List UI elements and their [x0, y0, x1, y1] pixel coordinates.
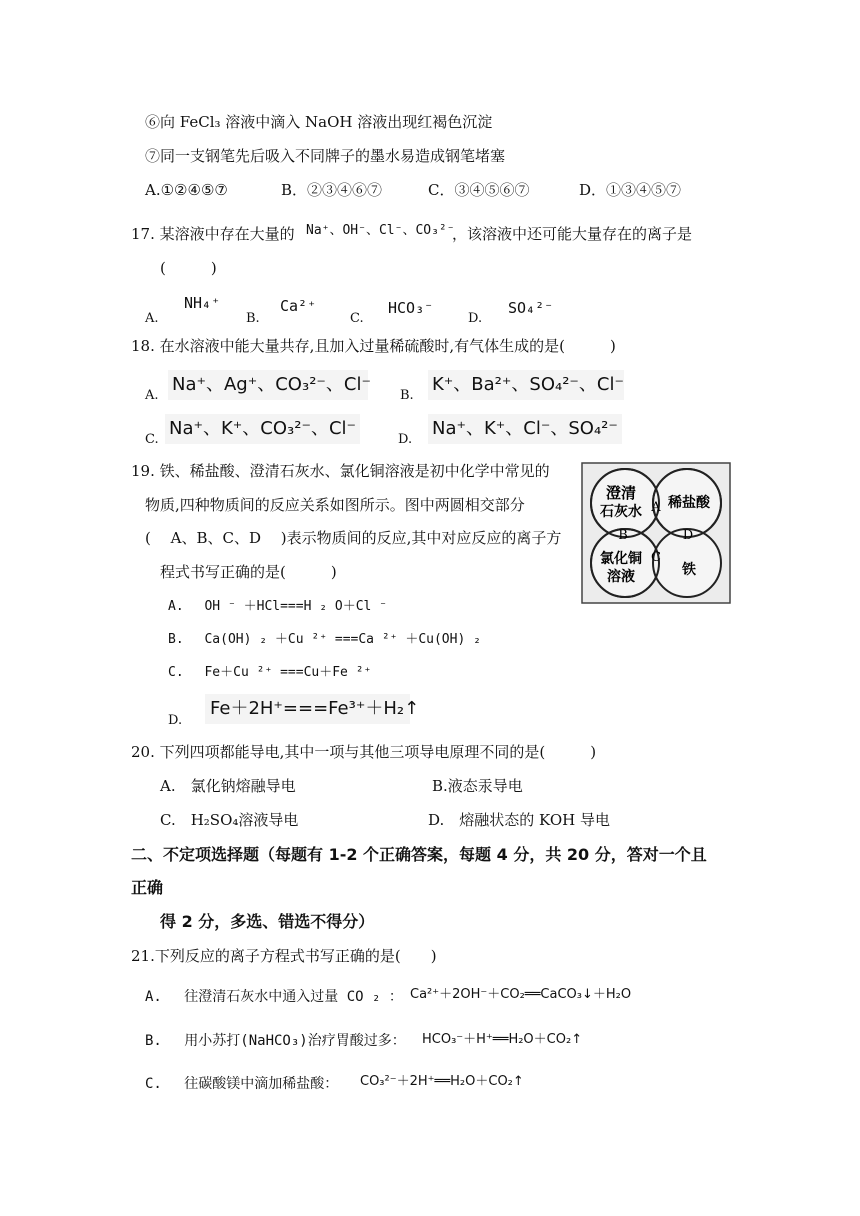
venn-diagram	[581, 462, 731, 604]
q20-opt-c: C. H₂SO₄溶液导电	[160, 811, 299, 829]
q18-label-d: D.	[398, 432, 413, 447]
q19-line-2: 物质,四种物质间的反应关系如图所示。图中两圆相交部分	[145, 496, 525, 514]
venn-label-c3a: 氯化铜	[600, 551, 642, 567]
q17-opt-d: SO₄²⁻	[508, 299, 554, 317]
q17-label-b: B.	[246, 311, 260, 326]
q17-paren: ( )	[160, 259, 217, 277]
venn-region-c: C	[651, 550, 661, 565]
q18-label-a: A.	[145, 388, 159, 403]
q19-opt-c: C. Fe＋Cu ²⁺ ===Cu＋Fe ²⁺	[168, 665, 372, 680]
q19-opt-a: A. OH ⁻ ＋HCl===H ₂ O＋Cl ⁻	[168, 599, 388, 614]
venn-region-b: B	[618, 528, 628, 543]
choice-a: A.①②④⑤⑦	[145, 181, 228, 199]
q21-opt-c-eq: CO₃²⁻＋2H⁺══H₂O＋CO₂↑	[360, 1074, 524, 1089]
venn-label-c1b: 石灰水	[600, 504, 642, 520]
q18-label-b: B.	[400, 388, 414, 403]
q17-stem-a: 17. 某溶液中存在大量的	[131, 225, 295, 243]
choice-c: C．③④⑤⑥⑦	[428, 181, 530, 199]
q20-opt-d: D. 熔融状态的 KOH 导电	[428, 811, 610, 829]
q21-opt-b-eq: HCO₃⁻＋H⁺══H₂O＋CO₂↑	[422, 1032, 583, 1047]
venn-region-d: D	[682, 528, 694, 543]
choice-d: D．①③④⑤⑦	[579, 181, 682, 199]
q19-line-4: 程式书写正确的是( )	[160, 563, 337, 581]
section-heading-cont: 正确	[131, 878, 164, 897]
q17-label-a: A.	[145, 311, 159, 326]
q17-opt-a: NH₄⁺	[184, 294, 221, 312]
section-heading-note: 得 2 分，多选、错选不得分）	[160, 912, 375, 931]
q17-ions: Na⁺、OH⁻、Cl⁻、CO₃²⁻	[306, 223, 455, 238]
q20-opt-b: B.液态汞导电	[432, 777, 523, 795]
venn-label-c3b: 溶液	[607, 569, 635, 585]
q19-line-3: ( A、B、C、D )表示物质间的反应,其中对应反应的离子方	[145, 529, 562, 547]
venn-label-c2: 稀盐酸	[668, 495, 710, 511]
option-line-7: ⑦同一支钢笔先后吸入不同牌子的墨水易造成钢笔堵塞	[145, 147, 506, 165]
q21-stem: 21.下列反应的离子方程式书写正确的是( )	[131, 947, 437, 965]
q18-opt-c: Na⁺、K⁺、CO₃²⁻、Cl⁻	[169, 418, 357, 439]
q19-line-1: 19. 铁、稀盐酸、澄清石灰水、氯化铜溶液是初中化学中常见的	[131, 462, 550, 480]
q18-opt-d: Na⁺、K⁺、Cl⁻、SO₄²⁻	[432, 418, 618, 439]
q18-opt-b: K⁺、Ba²⁺、SO₄²⁻、Cl⁻	[432, 374, 624, 395]
venn-label-c1a: 澄清	[605, 484, 637, 502]
q17-label-c: C.	[350, 311, 364, 326]
q21-opt-c-text: C. 往碳酸镁中滴加稀盐酸：	[145, 1076, 339, 1092]
q18-opt-a: Na⁺、Ag⁺、CO₃²⁻、Cl⁻	[172, 374, 371, 395]
option-line-6: ⑥向 FeCl₃ 溶液中滴入 NaOH 溶液出现红褐色沉淀	[145, 113, 493, 131]
q19-opt-b: B. Ca(OH) ₂ ＋Cu ²⁺ ===Ca ²⁺ ＋Cu(OH) ₂	[168, 632, 481, 647]
q21-opt-a-text: A. 往澄清石灰水中通入过量 CO ₂ ：	[145, 989, 403, 1005]
q18-stem: 18. 在水溶液中能大量共存,且加入过量稀硫酸时,有气体生成的是( )	[131, 337, 616, 355]
q17-label-d: D.	[468, 311, 483, 326]
q21-opt-b-text: B. 用小苏打(NaHCO₃)治疗胃酸过多：	[145, 1033, 406, 1049]
q17-opt-c: HCO₃⁻	[388, 299, 434, 317]
q17-stem-b: ，该溶液中还可能大量存在的离子是	[452, 225, 693, 243]
venn-label-c4: 铁	[682, 562, 696, 578]
choice-b: B．②③④⑥⑦	[281, 181, 383, 199]
q20-stem: 20. 下列四项都能导电,其中一项与其他三项导电原理不同的是( )	[131, 743, 597, 761]
section-heading: 二、不定项选择题（每题有 1-2 个正确答案，每题 4 分，共 20 分，答对一个且	[131, 845, 707, 864]
venn-region-a: A	[651, 500, 661, 515]
q19-label-d: D.	[168, 713, 183, 728]
q20-opt-a: A. 氯化钠熔融导电	[160, 777, 296, 795]
q17-opt-b: Ca²⁺	[280, 297, 317, 315]
q21-opt-a-eq: Ca²⁺＋2OH⁻＋CO₂══CaCO₃↓＋H₂O	[410, 987, 632, 1002]
q19-opt-d: Fe＋2H⁺===Fe³⁺＋H₂↑	[210, 698, 420, 719]
q18-label-c: C.	[145, 432, 159, 447]
